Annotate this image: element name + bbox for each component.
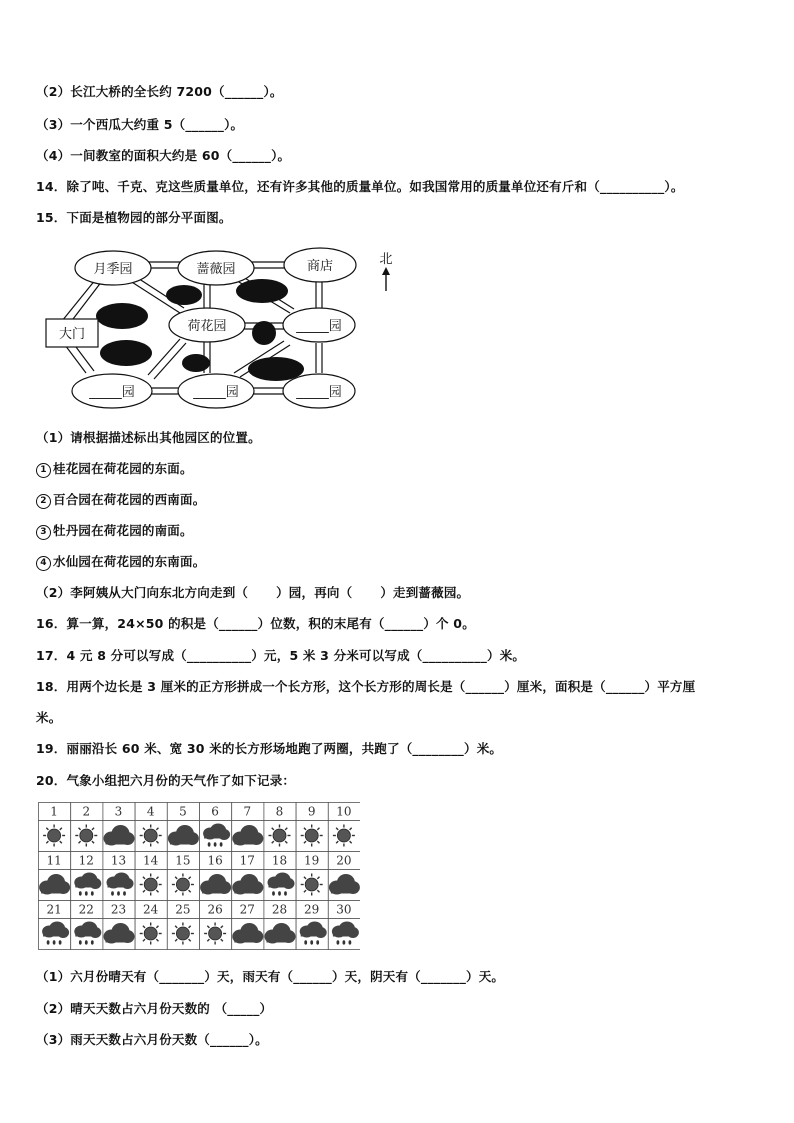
- garden-label-qiangwei: 蔷薇园: [196, 262, 236, 277]
- q20-sub2: [36, 999, 272, 1017]
- day-number: 10: [336, 804, 352, 819]
- answer-blank[interactable]: ______: [384, 616, 424, 631]
- circled-number: 3: [36, 525, 51, 540]
- question-end: ）。: [664, 179, 684, 194]
- day-number: 7: [243, 804, 252, 819]
- q15-sub1: （1）请根据描述标出其他园区的位置。: [36, 430, 261, 445]
- answer-blank[interactable]: ______: [210, 1032, 249, 1047]
- question-number: 20．: [36, 773, 67, 788]
- sub2-text-a: （2）李阿姨从大门向东北方向走到（: [36, 585, 249, 600]
- question-text: 除了吨、千克、克这些质量单位，还有许多其他的质量单位。如我国常用的质量单位还有斤和（: [66, 179, 600, 194]
- q13-part2-text: （2）长江大桥的全长约 7200（: [36, 84, 225, 99]
- question-text: ）元，5 米 3 分米可以写成（: [251, 648, 423, 663]
- question-15: [36, 208, 232, 226]
- q18-continued: 米。: [36, 710, 62, 725]
- question-number: 18．: [36, 679, 67, 694]
- question-text: ）米。: [464, 741, 503, 756]
- day-number: 25: [175, 902, 191, 917]
- question-text: ）平方厘: [644, 679, 696, 694]
- day-number: 16: [207, 853, 223, 868]
- sub-text: ）天，雨天有（: [204, 969, 294, 984]
- day-number: 5: [179, 804, 187, 819]
- north-label: 北: [379, 252, 393, 267]
- question-16: [36, 614, 475, 632]
- item-text: 桂花园在荷花园的东面。: [53, 461, 193, 476]
- question-18: [36, 677, 695, 695]
- answer-blank[interactable]: __________: [186, 648, 252, 663]
- day-number: 13: [110, 853, 127, 868]
- weather-calendar: [38, 802, 360, 950]
- circled-number: 1: [36, 463, 51, 478]
- answer-blank[interactable]: _______: [159, 969, 205, 984]
- garden-label-blank-east[interactable]: _____园: [296, 319, 342, 334]
- day-number: 23: [110, 902, 127, 917]
- day-number: 4: [146, 804, 155, 819]
- q20-sub3: [36, 1030, 268, 1048]
- q13-part4-end: ）。: [271, 148, 291, 163]
- answer-blank[interactable]: __________: [599, 179, 665, 194]
- north-arrow-icon: [382, 267, 390, 291]
- day-number: 17: [239, 853, 255, 868]
- item-text: 水仙园在荷花园的东南面。: [53, 554, 206, 569]
- garden-label-shop: 商店: [306, 259, 334, 274]
- question-text: 算一算，24×50 的积是（: [66, 616, 219, 631]
- day-number: 20: [336, 853, 352, 868]
- day-number: 29: [304, 902, 320, 917]
- q15-item-4: [36, 552, 205, 571]
- garden-label-hehua: 荷花园: [187, 319, 227, 334]
- sub-text: ）天，阴天有（: [331, 969, 421, 984]
- question-20: [36, 771, 295, 789]
- day-number: 9: [307, 804, 316, 819]
- sub-text: （1）六月份晴天有（: [36, 969, 160, 984]
- sub-text: ）天。: [466, 969, 505, 984]
- question-number: 17．: [36, 648, 67, 663]
- question-17: [36, 646, 525, 664]
- q13-part2: [36, 82, 283, 100]
- gate-label: 大门: [58, 327, 86, 342]
- sub-text: （: [214, 1001, 228, 1016]
- question-number: 19．: [36, 741, 67, 756]
- question-text: ）厘米，面积是（: [504, 679, 606, 694]
- question-number: 14．: [36, 179, 67, 194]
- question-text: 丽丽沿长 60 米、宽 30 米的长方形场地跑了两圈，共跑了（: [66, 741, 413, 756]
- question-text: ）米。: [487, 648, 526, 663]
- garden-label-blank-se[interactable]: _____园: [296, 385, 342, 400]
- answer-blank[interactable]: ______: [218, 616, 258, 631]
- q13-part2-blank[interactable]: ______: [224, 84, 264, 99]
- day-number: 26: [207, 902, 223, 917]
- q13-part4-blank[interactable]: ______: [232, 148, 272, 163]
- answer-blank[interactable]: ______: [293, 969, 332, 984]
- garden-label-blank-sw[interactable]: _____园: [89, 385, 135, 400]
- sub2-text-c: ）走到蔷薇园。: [380, 585, 470, 600]
- day-number: 30: [336, 902, 352, 917]
- day-number: 19: [304, 853, 320, 868]
- answer-blank[interactable]: _______: [420, 969, 467, 984]
- day-number: 3: [114, 804, 123, 819]
- question-number: 16．: [36, 616, 67, 631]
- day-number: 28: [271, 902, 288, 917]
- day-number: 11: [46, 853, 62, 868]
- q13-part3-text: （3）一个西瓜大约重 5（: [36, 117, 186, 132]
- answer-blank[interactable]: ______: [465, 679, 505, 694]
- day-number: 24: [143, 902, 159, 917]
- sub-text: ）。: [248, 1032, 268, 1047]
- garden-label-blank-s[interactable]: _____园: [193, 385, 239, 400]
- sub-text: ）: [259, 1001, 273, 1016]
- q15-item-1: [36, 459, 193, 478]
- question-text: 气象小组把六月份的天气作了如下记录：: [66, 773, 296, 788]
- q20-sub1: [36, 967, 504, 985]
- answer-blank[interactable]: ________: [412, 741, 465, 756]
- day-number: 2: [82, 804, 91, 819]
- day-number: 15: [175, 853, 191, 868]
- day-number: 1: [50, 804, 58, 819]
- question-text: 用两个边长是 3 厘米的正方形拼成一个长方形，这个长方形的周长是（: [66, 679, 466, 694]
- question-number: 15．: [36, 210, 67, 225]
- day-number: 22: [78, 902, 94, 917]
- day-number: 12: [78, 853, 94, 868]
- question-19: [36, 739, 502, 757]
- day-number: 27: [239, 902, 255, 917]
- item-text: 牡丹园在荷花园的南面。: [53, 523, 193, 538]
- day-number: 6: [211, 804, 219, 819]
- sub2-text-b: ）园，再向（: [276, 585, 353, 600]
- q13-part3-end: ）。: [224, 117, 244, 132]
- day-number: 8: [275, 804, 284, 819]
- day-number: 14: [143, 853, 159, 868]
- question-text: ）个 0。: [423, 616, 475, 631]
- question-14: [36, 177, 684, 195]
- q15-item-2: [36, 490, 205, 509]
- answer-blank[interactable]: ______: [605, 679, 645, 694]
- q13-part3: [36, 115, 243, 133]
- circled-number: 2: [36, 494, 51, 509]
- answer-blank[interactable]: _____: [227, 1001, 260, 1016]
- circled-number: 4: [36, 556, 51, 571]
- sub-text: （2）晴天天数占六月份天数的: [36, 1001, 215, 1016]
- day-number: 21: [46, 902, 62, 917]
- q13-part4-text: （4）一间教室的面积大约是 60（: [36, 148, 233, 163]
- item-text: 百合园在荷花园的西南面。: [53, 492, 206, 507]
- q13-part4: [36, 146, 290, 164]
- question-text: 下面是植物园的部分平面图。: [66, 210, 232, 225]
- garden-label-yueji: 月季园: [93, 262, 133, 277]
- q13-part3-blank[interactable]: ______: [185, 117, 225, 132]
- question-text: ）位数，积的末尾有（: [257, 616, 385, 631]
- garden-map: [44, 243, 404, 415]
- q13-part2-end: ）。: [263, 84, 283, 99]
- answer-blank[interactable]: __________: [422, 648, 488, 663]
- sub-text: （3）雨天天数占六月份天数（: [36, 1032, 210, 1047]
- q15-item-3: [36, 521, 193, 540]
- question-text: 4 元 8 分可以写成（: [66, 648, 187, 663]
- q15-sub2: [36, 583, 469, 601]
- day-number: 18: [271, 853, 288, 868]
